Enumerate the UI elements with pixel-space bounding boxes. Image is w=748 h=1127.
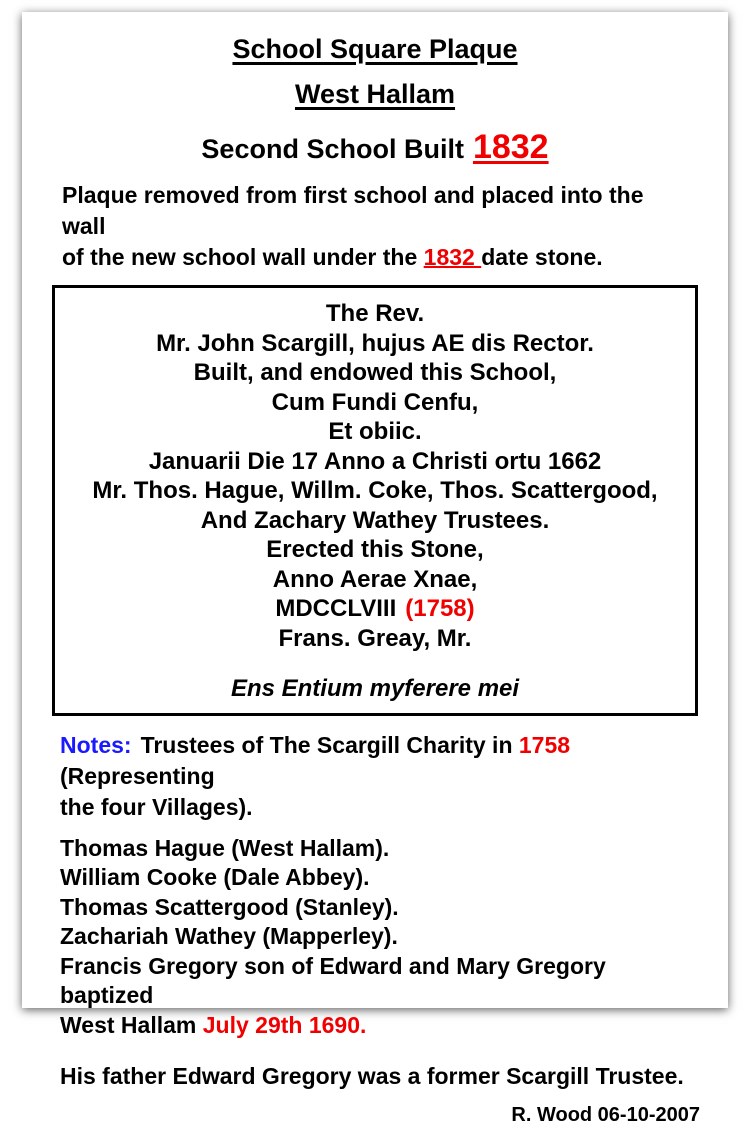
- trustee-line: Thomas Hague (West Hallam).: [60, 834, 390, 861]
- notes-year-1758: 1758: [518, 731, 571, 758]
- page-subtitle: [22, 78, 728, 110]
- notes-label: Notes:: [60, 731, 132, 758]
- heading-prefix: Second School Built: [201, 134, 464, 164]
- plaque-line: Et obiic.: [328, 418, 422, 445]
- plaque-line: Januarii Die 17 Anno a Christi ortu 1662: [148, 447, 602, 475]
- section-heading: [22, 127, 728, 169]
- document-sheet: [22, 12, 728, 1126]
- plaque-line: Mr. Thos. Hague, Willm. Coke, Thos. Scattergood,: [92, 477, 658, 504]
- plaque-line-roman-date: [63, 594, 687, 624]
- plaque-line: Cum Fundi Cenfu,: [271, 388, 479, 416]
- plaque-line-signature: Frans. Greay, Mr.: [278, 624, 472, 652]
- notes-paragraph: [22, 730, 728, 823]
- plaque-line: And Zachary Wathey Trustees.: [200, 506, 550, 534]
- heading-year-1832: 1832: [472, 128, 549, 166]
- plaque-motto: Ens Entium myferere mei: [230, 675, 520, 702]
- page-subtitle-text: West Hallam: [294, 79, 456, 109]
- trustee-line: Thomas Scattergood (Stanley).: [60, 893, 399, 920]
- plaque-line: Anno Aerae Xnae,: [272, 565, 478, 593]
- baptism-date: July 29th 1690.: [202, 1011, 367, 1038]
- notes-line-2: the four Villages).: [60, 793, 253, 820]
- notes-line-1: Notes: Trustees of The Scargill Charity in 1758 (Representing: [60, 731, 571, 789]
- plaque-line: Built, and endowed this School,: [193, 359, 557, 386]
- arabic-year-1758: (1758): [405, 595, 475, 622]
- credit-signature: R. Wood 06-10-2007: [511, 1104, 700, 1126]
- trustee-line: William Cooke (Dale Abbey).: [60, 864, 370, 890]
- intro-year-1832: 1832: [423, 244, 482, 270]
- roman-numeral: MDCCLVIII: [275, 595, 397, 622]
- plaque-line: The Rev.: [325, 300, 425, 327]
- trustee-line: Zachariah Wathey (Mapperley).: [60, 923, 398, 949]
- baptism-line-2: West Hallam July 29th 1690.: [60, 1011, 367, 1038]
- page-title-text: School Square Plaque: [232, 34, 518, 64]
- baptism-line-1: Francis Gregory son of Edward and Mary Gregory baptized: [60, 952, 606, 1008]
- plaque-transcription-box: [52, 285, 698, 716]
- plaque-line: Mr. John Scargill, hujus AE dis Rector.: [156, 329, 594, 357]
- intro-line-1: Plaque removed from first school and placed into the wall: [62, 182, 644, 239]
- page-title: [22, 33, 728, 65]
- intro-paragraph: [22, 180, 728, 273]
- intro-line-2: of the new school wall under the 1832 date stone.: [62, 244, 603, 270]
- trustee-list: [22, 834, 728, 1041]
- father-note: His father Edward Gregory was a former Scargill Trustee.: [60, 1063, 684, 1089]
- plaque-line: Erected this Stone,: [266, 536, 484, 563]
